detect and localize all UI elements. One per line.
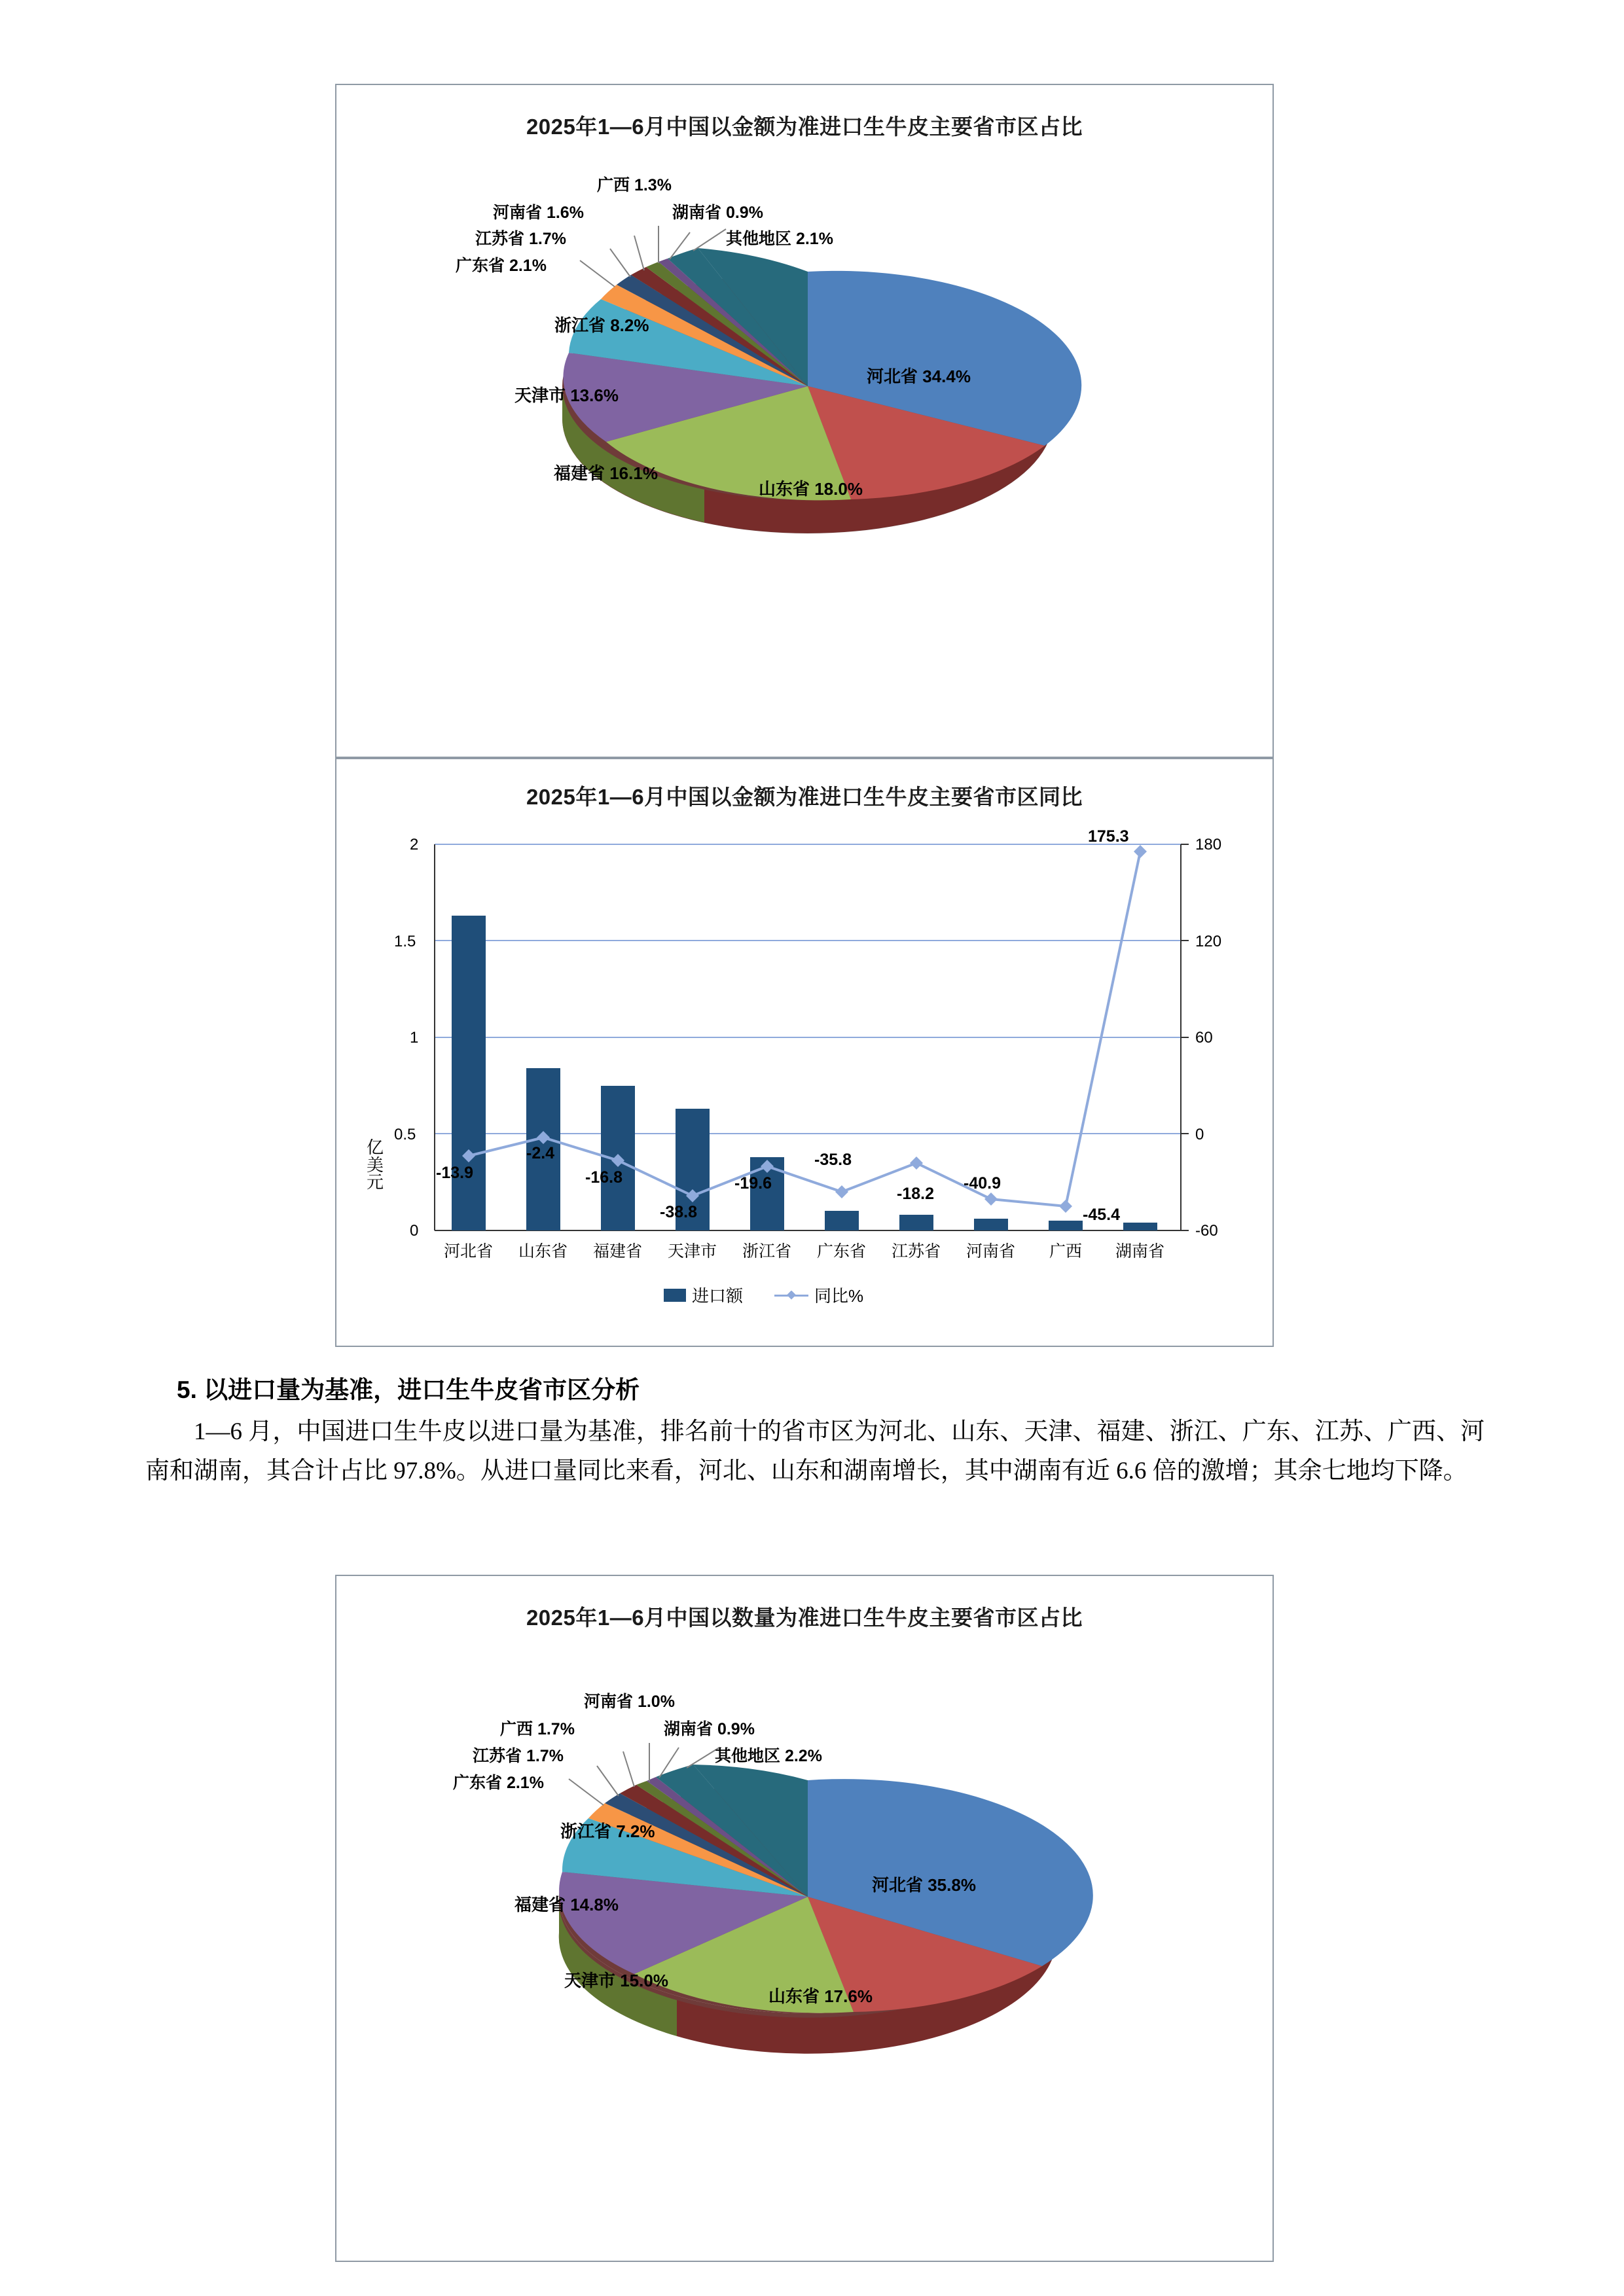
chart1-title: 2025年1—6月中国以金额为准进口生牛皮主要省市区占比 (526, 115, 1083, 139)
pie3-label-shandong: 山东省 17.6% (768, 1986, 873, 2006)
y-left-tick-0_5: 0.5 (394, 1126, 416, 1143)
pie1-label-fujian: 福建省 16.1% (554, 463, 658, 483)
line-label-hebei: -13.9 (436, 1164, 473, 1182)
pie-chart-1-graphic (336, 85, 1272, 757)
x-cat-tianjin: 天津市 (668, 1242, 717, 1261)
chart2-title: 2025年1—6月中国以金额为准进口生牛皮主要省市区同比 (526, 785, 1083, 809)
x-cat-zhejiang: 浙江省 (742, 1242, 792, 1261)
pie1-label-henan: 河南省 1.6% (493, 204, 584, 222)
x-cat-hunan: 湖南省 (1115, 1242, 1165, 1261)
pie1-label-other: 其他地区 2.1% (726, 230, 833, 248)
pie1-label-hunan: 湖南省 0.9% (672, 204, 763, 222)
x-cat-shandong: 山东省 (518, 1242, 568, 1261)
x-cat-fujian: 福建省 (593, 1242, 643, 1261)
line-label-hunan: 175.3 (1088, 827, 1129, 846)
pie1-label-shandong: 山东省 18.0% (759, 479, 863, 499)
legend-label-yoy: 同比% (814, 1286, 864, 1306)
pie1-label-guangdong: 广东省 2.1% (456, 257, 547, 275)
y-axis-left-label-text: 亿美元 (366, 1138, 384, 1193)
y-left-tick-1: 1 (410, 1029, 419, 1047)
pie1-label-tianjin: 天津市 13.6% (514, 386, 619, 405)
pie3-label-guangdong: 广东省 2.1% (453, 1774, 544, 1792)
section-paragraph: 1—6 月，中国进口生牛皮以进口量为基准，排名前十的省市区为河北、山东、天津、福建、浙江、广东、江苏、广西、河南和湖南，其合计占比 97.8%。从进口量同比来看，河北、山东和湖南增长，其中湖南有近 6.6 倍的激增；其余七地均下降。 (145, 1418, 1485, 1484)
pie1-label-jiangsu: 江苏省 1.7% (475, 230, 566, 248)
y-right-tick-0: 0 (1195, 1126, 1204, 1143)
chart-pie-amount-share (335, 84, 1274, 758)
y-axis-left-label (365, 1139, 385, 1191)
y-left-tick-2: 2 (410, 836, 419, 853)
y-right-tick-180: 180 (1195, 836, 1222, 853)
line-label-guangxi: -45.4 (1083, 1206, 1120, 1224)
x-cat-henan: 河南省 (966, 1242, 1016, 1261)
pie3-label-tianjin: 天津市 15.0% (564, 1971, 668, 1990)
legend-item-import-amount (664, 1283, 743, 1307)
line-label-shandong: -2.4 (526, 1144, 555, 1162)
pie3-label-hunan: 湖南省 0.9% (664, 1720, 755, 1738)
line-label-jiangsu: -18.2 (897, 1185, 934, 1203)
line-label-fujian: -16.8 (585, 1168, 623, 1187)
legend-label-import-amount: 进口额 (692, 1286, 744, 1306)
x-cat-hebei: 河北省 (444, 1242, 494, 1261)
legend-bar-swatch-icon (664, 1289, 686, 1302)
pie3-label-zhejiang: 浙江省 7.2% (560, 1821, 655, 1841)
line-label-henan: -40.9 (964, 1174, 1001, 1193)
x-cat-guangdong: 广东省 (817, 1242, 867, 1261)
y-right-tick-minus60: -60 (1195, 1222, 1218, 1240)
pie3-label-fujian: 福建省 14.8% (514, 1895, 619, 1914)
line-label-zhejiang: -19.6 (734, 1174, 772, 1193)
legend-item-yoy (774, 1283, 863, 1307)
legend-line-swatch-icon (774, 1289, 808, 1302)
pie1-label-guangxi: 广西 1.3% (597, 176, 672, 194)
y-left-tick-1_5: 1.5 (394, 933, 416, 950)
pie3-label-henan: 河南省 1.0% (584, 1693, 675, 1711)
chart3-title: 2025年1—6月中国以数量为准进口生牛皮主要省市区占比 (526, 1605, 1083, 1630)
pie-chart-3-graphic (336, 1576, 1272, 2261)
y-right-tick-120: 120 (1195, 933, 1222, 950)
line-label-tianjin: -38.8 (660, 1203, 697, 1221)
pie3-label-other: 其他地区 2.2% (715, 1747, 822, 1765)
pie1-label-hebei: 河北省 34.4% (867, 367, 971, 386)
section-heading: 5. 以进口量为基准，进口生牛皮省市区分析 (177, 1376, 640, 1403)
pie1-label-zhejiang: 浙江省 8.2% (554, 315, 649, 335)
x-cat-guangxi: 广西 (1049, 1242, 1083, 1261)
x-cat-jiangsu: 江苏省 (892, 1242, 941, 1261)
line-label-guangdong: -35.8 (814, 1151, 852, 1169)
chart2-legend (664, 1283, 863, 1307)
pie3-label-jiangsu: 江苏省 1.7% (473, 1747, 564, 1765)
pie3-label-hebei: 河北省 35.8% (872, 1875, 976, 1895)
chart-pie-quantity-share (335, 1575, 1274, 2262)
pie3-label-guangxi: 广西 1.7% (500, 1720, 575, 1738)
y-right-tick-60: 60 (1195, 1029, 1213, 1047)
chart-bar-line-amount-yoy (335, 758, 1274, 1347)
y-left-tick-0: 0 (410, 1222, 419, 1240)
